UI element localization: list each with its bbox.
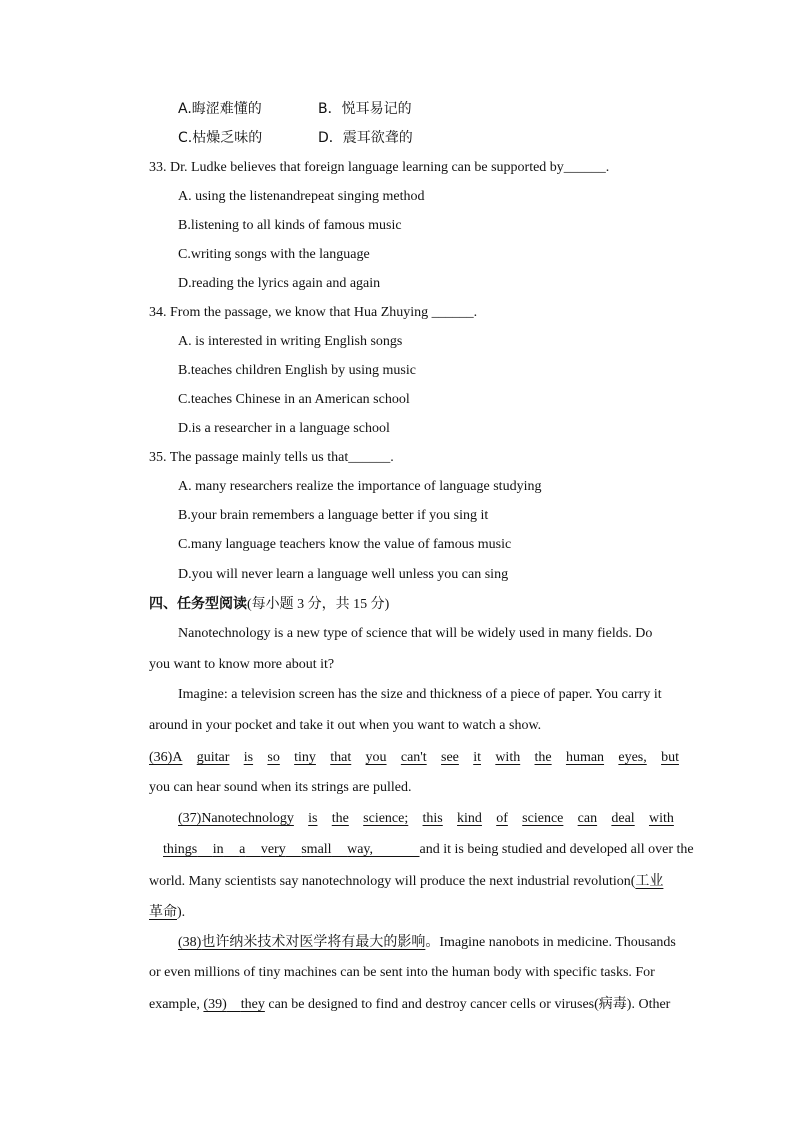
s39-end: ). Other [626,997,671,1012]
s37-word: is [308,811,318,826]
s36-word: see [441,750,459,765]
passage-p2-line2: around in your pocket and take it out when you want to watch a show. [149,718,542,733]
q32-option-d: D．震耳欲聋的 [318,130,413,146]
s39-rest: can be designed to find and destroy cancer cells or viruses( [264,997,599,1012]
q33-option-a: A. using the listenandrepeat singing method [178,189,425,204]
s36-word: human [565,750,605,765]
sentence-36-line2: you can hear sound when its strings are pulled. [149,780,412,795]
passage-p1-line2: you want to know more about it? [149,657,335,672]
s37-line3-cn: 工业 [635,873,664,889]
q34-stem: 34. From the passage, we know that Hua Zhuying ______. [149,305,478,320]
passage-p2-line1: Imagine: a television screen has the size and thickness of a piece of paper. You carry it [178,687,662,702]
q35-option-a: A. many researchers realize the importance of language studying [178,479,542,494]
section-4-note: (每小题 3 分，共 15 分) [247,597,390,612]
s37-word: science [522,811,564,826]
s36-word: (36)A [149,750,183,765]
sentence-39-line [149,995,670,1014]
q32-option-c: C.枯燥乏味的 [178,130,263,146]
s37-word: this [422,811,443,826]
s36-word: it [473,750,481,765]
s36-word: tiny [294,750,316,765]
s36-word: that [330,750,352,765]
s36-word: so [267,750,280,765]
s37-word: deal [611,811,635,826]
s36-word: can't [400,750,427,765]
s38-cn: 也许纳米技术对医学将有最大的影响 [201,934,426,950]
q33-option-d: D.reading the lyrics again and again [178,276,381,291]
s39-label: (39) [203,997,227,1012]
q33-option-b: B.listening to all kinds of famous music [178,218,402,233]
q34-option-c: C.teaches Chinese in an American school [178,392,410,407]
s36-word: you [365,750,387,765]
s38-label: (38) [178,935,202,950]
sentence-37-line4 [149,903,185,922]
s37-word: things [163,842,198,857]
s37-word: can [577,811,598,826]
s36-word: with [495,750,521,765]
s36-word: eyes, [618,750,647,765]
s37-word: way, [347,842,373,857]
q34-option-d: D.is a researcher in a language school [178,421,390,436]
s37-word: the [331,811,349,826]
s39-word: they [240,997,265,1012]
s37-word: small [301,842,332,857]
s37-word: very [260,842,286,857]
s36-word: the [534,750,552,765]
q35-option-c: C.many language teachers know the value of famous music [178,537,512,552]
sentence-38-line1 [178,933,676,952]
q34-option-a: A. is interested in writing English songs [178,334,403,349]
s37-word: science; [363,811,409,826]
s36-word: guitar [196,750,230,765]
q35-option-b: B.your brain remembers a language better if you sing it [178,508,489,523]
s37-underlined-part [149,842,420,857]
section-4-heading [149,595,389,614]
sentence-37-line3 [149,872,663,891]
s39-cn: 病毒 [598,996,627,1012]
q35-option-d: D.you will never learn a language well unless you can sing [178,567,509,582]
q35-stem: 35. The passage mainly tells us that______. [149,450,394,465]
s37-line3-text: world. Many scientists say nanotechnology will produce the next industrial revolution( [149,874,636,889]
section-4-title: 四、任务型阅读 [149,596,247,612]
s37-word: (37)Nanotechnology [178,811,294,826]
s39-pre: example, [149,997,204,1012]
sentence-37-line2 [149,841,694,859]
q32-option-a: A.晦涩难懂的 [178,101,262,117]
passage-p1-line1: Nanotechnology is a new type of science that will be widely used in many fields. Do [178,626,653,641]
s38-rest: 。Imagine nanobots in medicine. Thousands [425,935,676,950]
s37-line4-end: ). [177,905,186,920]
sentence-37-line1 [178,810,674,828]
s36-tail: but [661,750,679,765]
q32-option-b: B．悦耳易记的 [318,101,412,117]
q34-option-b: B.teaches children English by using music [178,363,416,378]
s37-word: in [212,842,224,857]
s37-word: with [648,811,674,826]
s37-word: a [239,842,246,857]
q33-stem: 33. Dr. Ludke believes that foreign language learning can be supported by______. [149,160,610,175]
s37-word: of [496,811,508,826]
s37-word: kind [457,811,482,826]
s37-tail: and it is being studied and developed all over the [419,842,694,857]
sentence-38-line2: or even millions of tiny machines can be sent into the human body with specific tasks. For [149,965,655,980]
s36-word: is [243,750,254,765]
s37-line4-cn: 革命 [149,904,177,920]
sentence-36-line1 [149,749,679,767]
q33-option-c: C.writing songs with the language [178,247,370,262]
